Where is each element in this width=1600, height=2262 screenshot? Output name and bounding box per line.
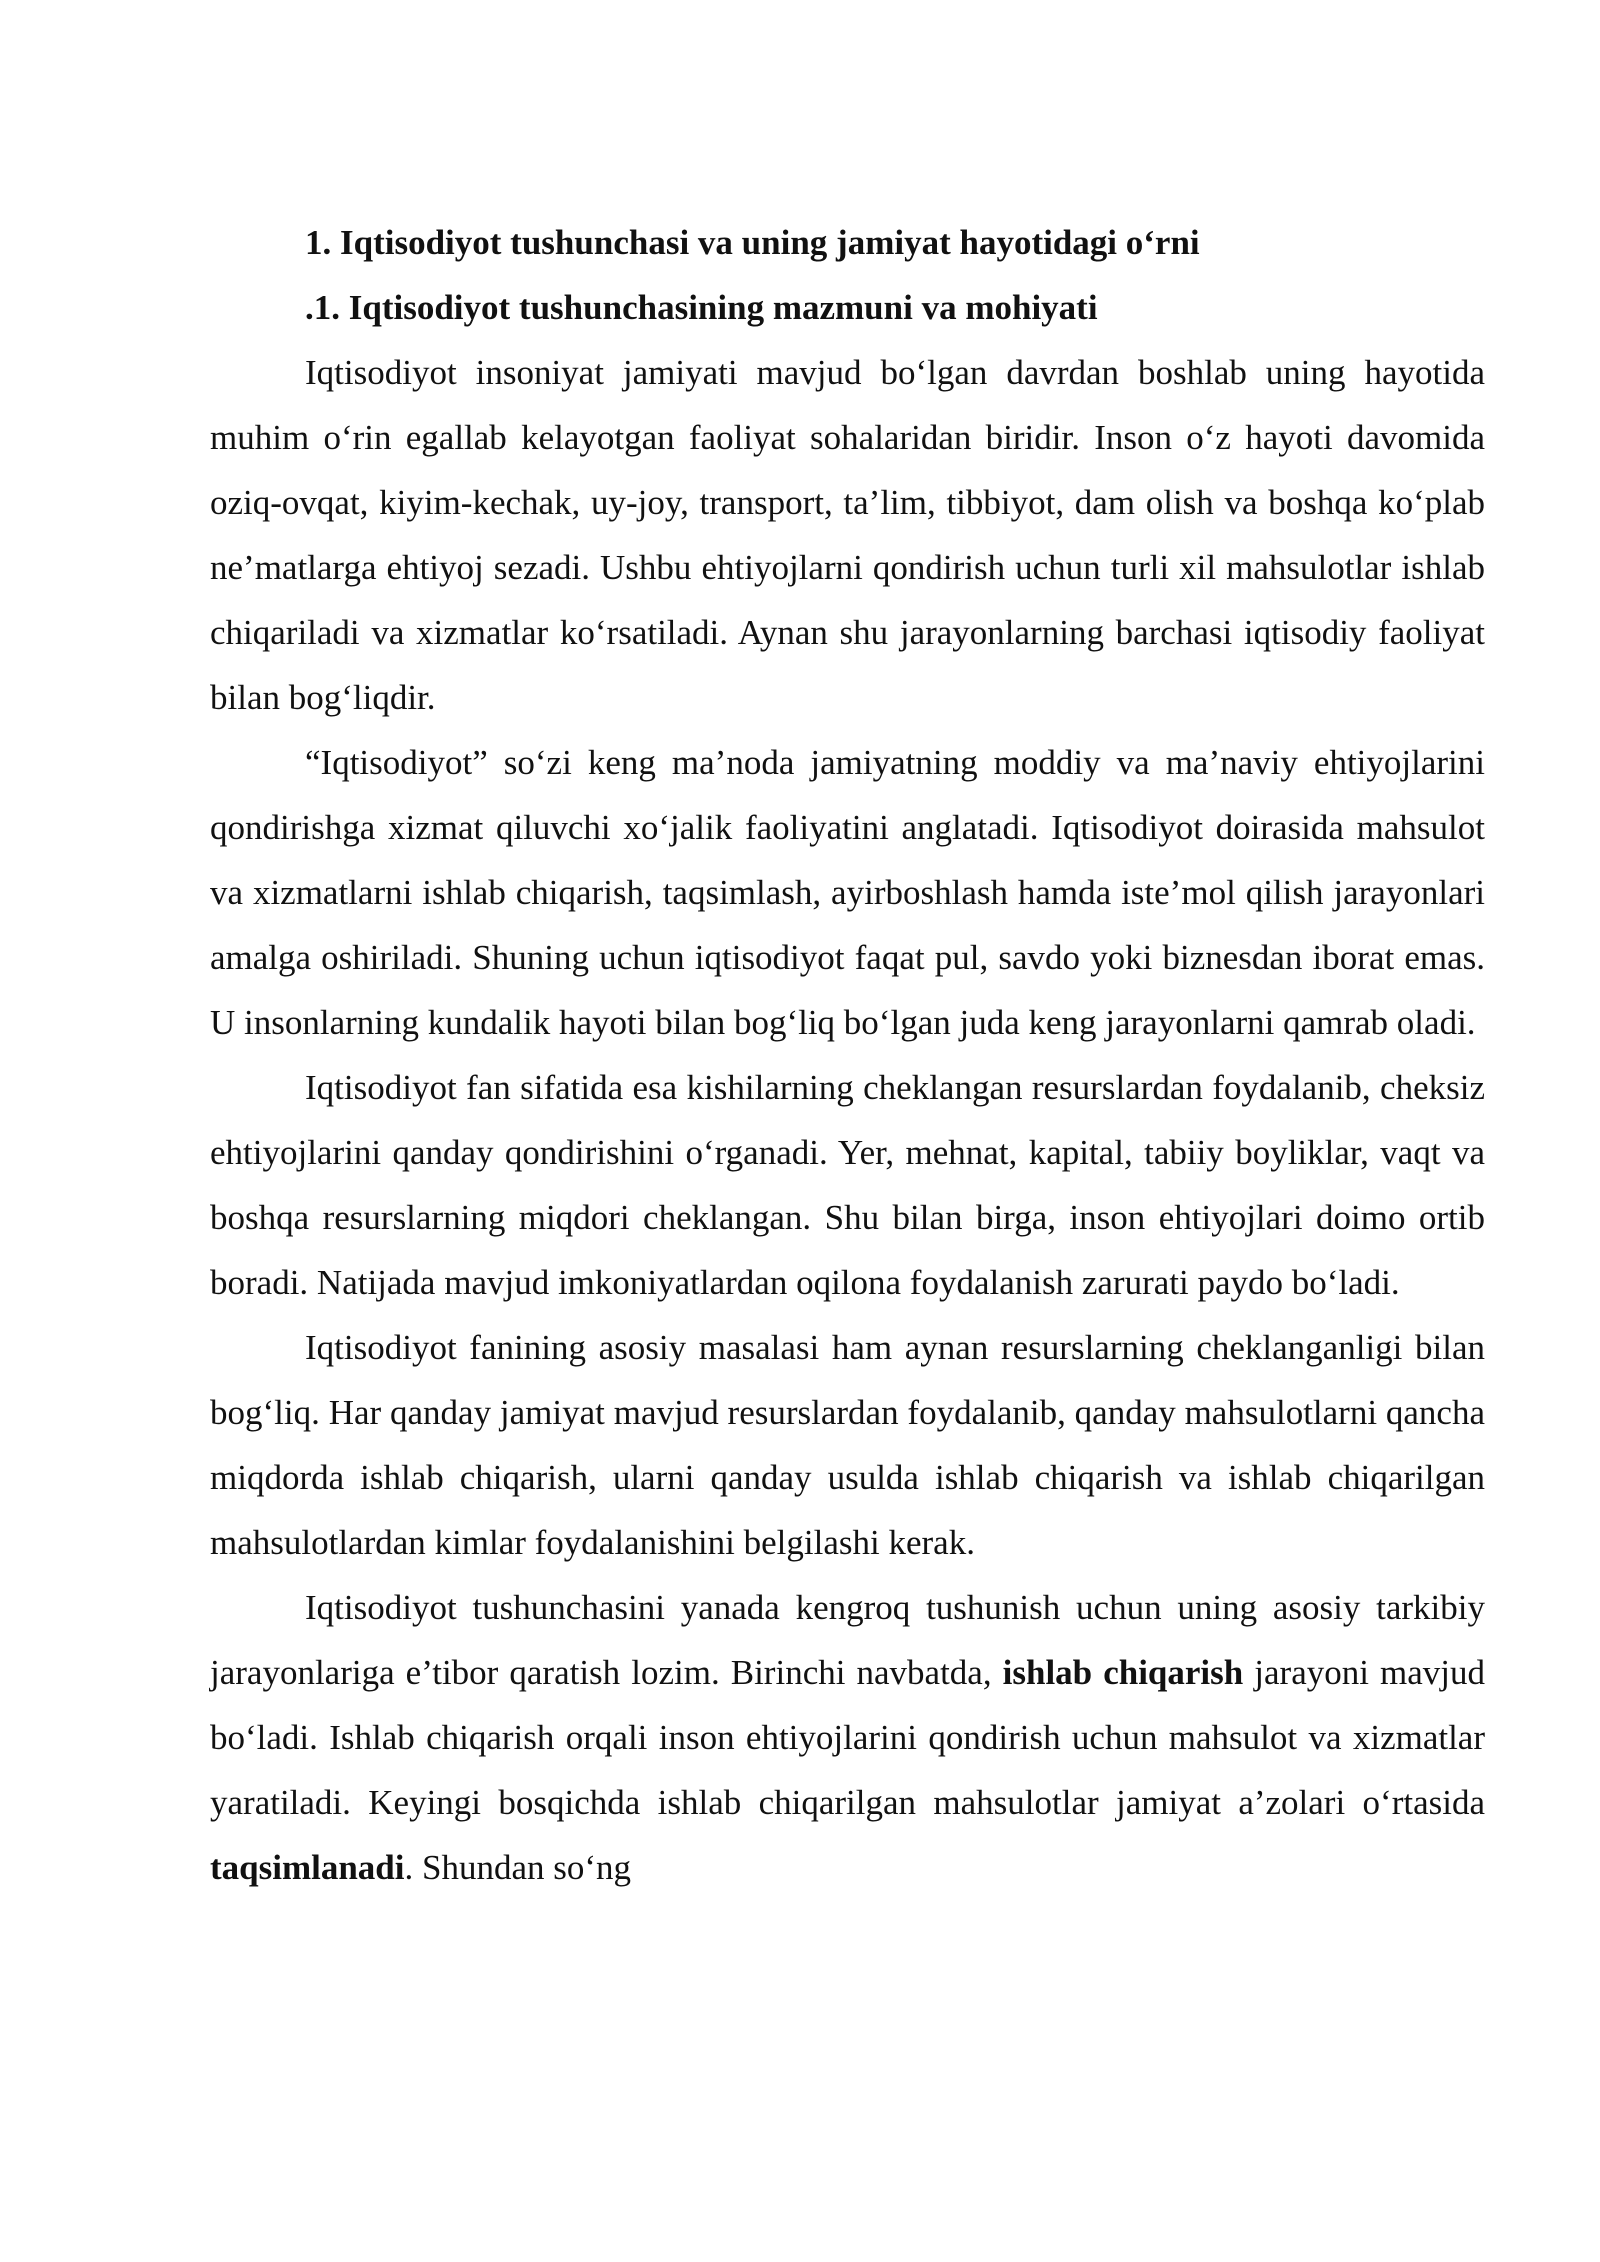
document-body	[210, 210, 1485, 1900]
paragraph-5-text-1: Iqtisodiyot tushunchasini yanada kengroq tushunish uchun uning asosiy tarkibiy jarayonlariga e’tibor qaratish lozim. Birinchi navbatda,	[210, 1588, 1485, 1692]
bold-term-distribution: taqsimlanadi	[210, 1848, 405, 1887]
paragraph-4: Iqtisodiyot fanining asosiy masalasi ham aynan resurslarning cheklanganligi bilan bog‘liq. Har qanday jamiyat mavjud resurslardan foydalanib, qanday mahsulotlarni qancha miqdorda ishlab chiqarish, ularni qanday usulda ishlab chiqarish va ishlab chiqarilgan mahsulotlardan kimlar foydalanishini belgilashi kerak.	[210, 1328, 1485, 1562]
paragraph-3: Iqtisodiyot fan sifatida esa kishilarning cheklangan resurslardan foydalanib, cheksiz ehtiyojlarini qanday qondirishini o‘rganadi. Yer, mehnat, kapital, tabiiy boyliklar, vaqt va boshqa resurslarning miqdori cheklangan. Shu bilan birga, inson ehtiyojlari doimo ortib boradi. Natijada mavjud imkoniyatlardan oqilona foydalanish zarurati paydo bo‘ladi.	[210, 1068, 1485, 1302]
paragraph-1: Iqtisodiyot insoniyat jamiyati mavjud bo‘lgan davrdan boshlab uning hayotida muhim o‘rin egallab kelayotgan faoliyat sohalaridan biridir. Inson o‘z hayoti davomida oziq-ovqat, kiyim-kechak, uy-joy, transport, ta’lim, tibbiyot, dam olish va boshqa ko‘plab ne’matlarga ehtiyoj sezadi. Ushbu ehtiyojlarni qondirish uchun turli xil mahsulotlar ishlab chiqariladi va xizmatlar ko‘rsatiladi. Aynan shu jarayonlarning barchasi iqtisodiy faoliyat bilan bog‘liqdir.	[210, 353, 1485, 717]
paragraph-5-text-2: jarayoni mavjud bo‘ladi. Ishlab chiqarish orqali inson ehtiyojlarini qondirish uchun mahsulot va xizmatlar yaratiladi. Keyingi bosqichda ishlab chiqarilgan mahsulotlar jamiyat a’zolari o‘rtasida	[210, 1653, 1485, 1822]
paragraph-2: “Iqtisodiyot” so‘zi keng ma’noda jamiyatning moddiy va ma’naviy ehtiyojlarini qondirishga xizmat qiluvchi xo‘jalik faoliyatini anglatadi. Iqtisodiyot doirasida mahsulot va xizmatlarni ishlab chiqarish, taqsimlash, ayirboshlash hamda iste’mol qilish jarayonlari amalga oshiriladi. Shuning uchun iqtisodiyot faqat pul, savdo yoki biznesdan iborat emas. U insonlarning kundalik hayoti bilan bog‘liq bo‘lgan juda keng jarayonlarni qamrab oladi.	[210, 743, 1485, 1042]
section-heading: 1. Iqtisodiyot tushunchasi va uning jamiyat hayotidagi o‘rni	[305, 223, 1200, 262]
paragraph-5-text-3: . Shundan so‘ng	[404, 1848, 632, 1887]
paragraph-5	[210, 1575, 1485, 1900]
subsection-heading: .1. Iqtisodiyot tushunchasining mazmuni va mohiyati	[305, 288, 1098, 327]
bold-term-production: ishlab chiqarish	[1002, 1653, 1244, 1692]
